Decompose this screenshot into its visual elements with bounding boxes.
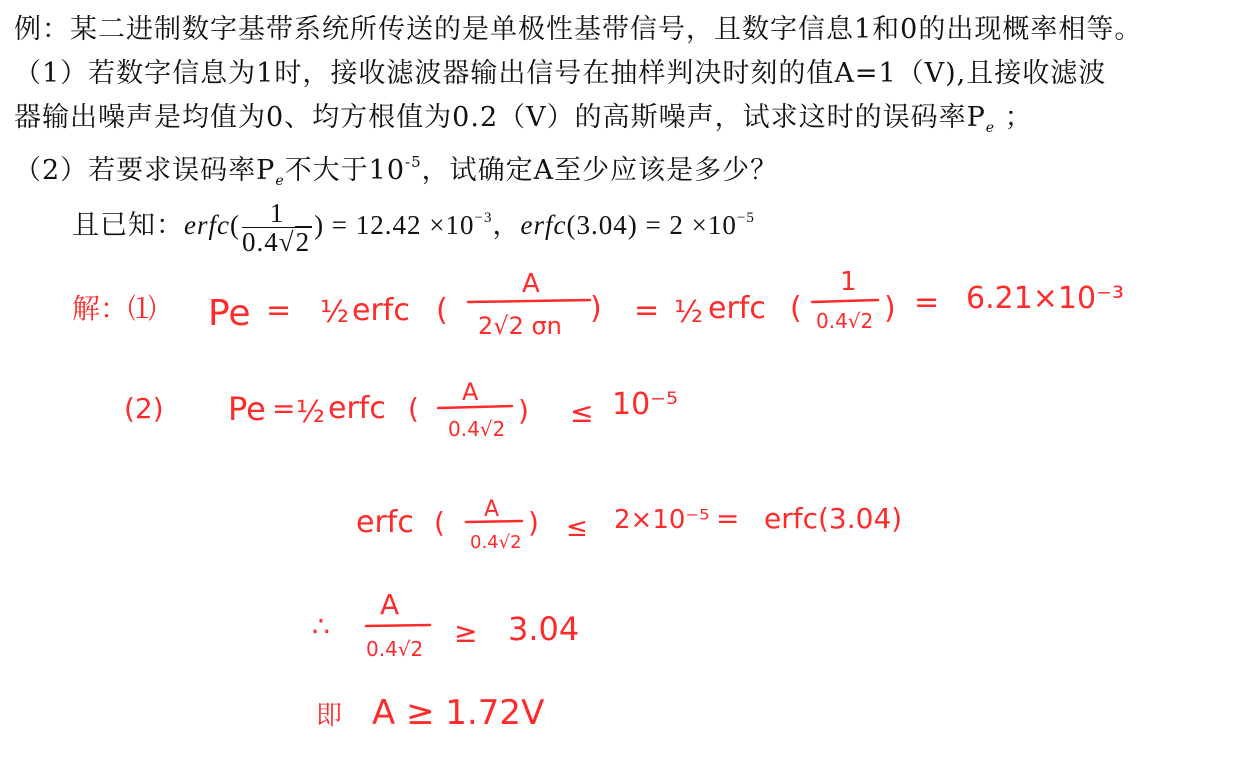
numerator-a: A — [522, 269, 540, 299]
problem-line-3-end: ； — [995, 102, 1033, 133]
erfc-304: erfc(3.04) — [764, 502, 903, 535]
value-304: 3.04 — [508, 610, 580, 648]
erfc-text: erfc — [328, 391, 386, 426]
problem-line-4-text: （2）若要求误码率P — [14, 155, 276, 186]
geq-sign: ≥ — [454, 616, 478, 649]
therefore-sign: ∴ — [312, 610, 330, 643]
result-one: 6.21×10⁻³ — [966, 281, 1124, 316]
given-equation-1: ) = 12.42 ×10 — [314, 210, 475, 240]
denominator-04: 0.4√2 — [366, 637, 424, 661]
leq-sign: ≤ — [570, 396, 594, 429]
numerator-one: 1 — [840, 267, 857, 297]
svg-text:(: ( — [436, 293, 448, 328]
given-prefix: 且已知： — [72, 210, 184, 241]
given-power-2: −5 — [736, 210, 755, 226]
pe-symbol: Pe — [228, 390, 266, 428]
problem-line-2: （1）若数字信息为1时，接收滤波器输出信号在抽样判决时刻的值A=1（V),且接收滤波 — [14, 58, 1107, 89]
fraction-numerator: 1 — [242, 199, 312, 228]
svg-text:(: ( — [408, 392, 419, 425]
fraction-bar — [466, 521, 522, 522]
given-equation-2: (3.04) = 2 ×10 — [566, 210, 737, 240]
problem-line-3-text: 器输出噪声是均值为0、均方根值为0.2（V）的高斯噪声，试求这时的误码率P — [14, 102, 986, 133]
pe-symbol: Pe — [208, 293, 251, 334]
final-answer: A ≥ 1.72V — [372, 693, 545, 733]
erfc-label: erfc — [520, 210, 567, 240]
fraction-bar — [366, 625, 430, 626]
svg-text:): ) — [518, 394, 529, 427]
numerator-a: A — [484, 497, 500, 522]
answer-mark: 解：⑴ — [72, 292, 157, 325]
denominator-sigma: 2√2 σn — [478, 312, 562, 340]
leq-sign: ≤ — [566, 513, 588, 543]
part-two-label: (2) — [124, 392, 164, 425]
pe-subscript: e — [985, 120, 996, 136]
svg-text:(: ( — [790, 291, 802, 326]
one-half: ½ — [296, 395, 326, 430]
problem-line-1: 例：某二进制数字基带系统所传送的是单极性基带信号，且数字信息1和0的出现概率相等。 — [14, 14, 1143, 45]
denominator-04: 0.4√2 — [448, 417, 506, 441]
hence-mark: 即 — [316, 701, 343, 731]
numerator-a: A — [380, 588, 400, 621]
power-superscript: -5 — [405, 153, 422, 171]
svg-text:): ) — [884, 291, 896, 326]
equals-sign: = — [266, 293, 292, 328]
equals-sign: = — [716, 502, 740, 535]
bound-value: 10⁻⁵ — [612, 387, 679, 422]
problem-line-4-mid: 不大于10 — [284, 155, 406, 186]
erfc-text: erfc — [708, 291, 766, 326]
pe-subscript: e — [275, 173, 285, 189]
equals-sign: = — [914, 285, 940, 320]
fraction-bar — [438, 406, 512, 408]
erfc-label: erfc — [184, 210, 230, 240]
one-half: ½ — [674, 295, 704, 330]
given-formula: 且已知：erfc( $\frac{1}{0.4√2}$ ) = $12.42 \times 10^{-3}$，erfc(3.04) = $2 \times 10^{-5}$ — [72, 198, 755, 258]
denominator-04: 0.4√2 — [816, 309, 874, 333]
equals-sign: = — [634, 293, 660, 328]
fraction-bar — [812, 300, 878, 302]
numerator-a: A — [462, 378, 479, 406]
denominator-04: 0.4√2 — [470, 532, 522, 553]
erfc-text: erfc — [356, 505, 414, 540]
svg-text:(: ( — [434, 506, 445, 539]
given-power-1: −3 — [474, 210, 493, 226]
fraction-bar — [468, 300, 590, 302]
one-half: ½ — [320, 295, 350, 330]
equals-sign: = — [272, 392, 296, 425]
bound-value-2: 2×10⁻⁵ — [614, 505, 710, 535]
svg-text:): ) — [590, 291, 602, 326]
fraction-denominator: 0.4√2 — [241, 227, 311, 258]
erfc-text: erfc — [352, 293, 410, 328]
svg-text:): ) — [528, 506, 539, 539]
problem-line-4-end: ，试确定A至少应该是多少？ — [421, 155, 779, 186]
